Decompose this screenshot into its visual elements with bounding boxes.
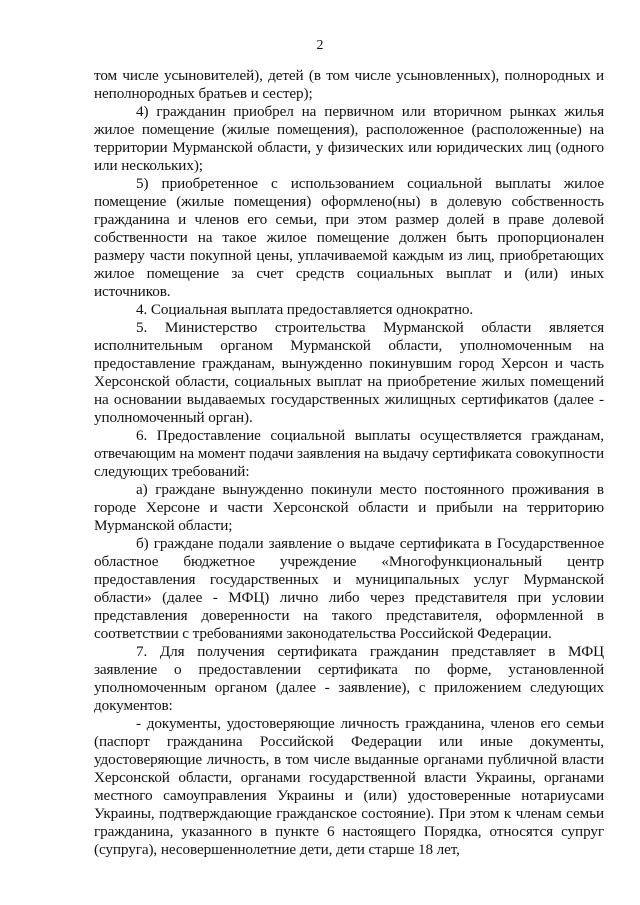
paragraph-item-4: 4) гражданин приобрел на первичном или вторичном рынках жилья жилое помещение (жилые помещения), расположенное (расположенные) на территории Мурманской области, у физических или юридических лиц (одного или нескольких); — [94, 103, 604, 174]
paragraph-section-4: 4. Социальная выплата предоставляется однократно. — [136, 301, 474, 318]
page-number: 2 — [316, 38, 324, 53]
paragraph-documents-list: - документы, удостоверяющие личность гражданина, членов его семьи (паспорт гражданина Российской Федерации или иные документы, удостоверяющие личность, в том числе выданные органами публичной власти Херсонской области, органами государственной власти Украины, органами местного самоуправления Украины и (или) удостоверенные нотариусами Украины, подтверждающие гражданское состояние). При этом к членам семьи гражданина, указанного в пункте 6 настоящего Порядка, относятся супруг (супруга), несовершеннолетние дети, дети старше 18 лет, — [94, 715, 604, 858]
paragraph-item-a: а) граждане вынужденно покинули место постоянного проживания в городе Херсоне и части Херсонской области и прибыли на территорию Мурманской области; — [94, 481, 604, 534]
paragraph-section-6: 6. Предоставление социальной выплаты осуществляется гражданам, отвечающим на момент подачи заявления на выдачу сертификата совокупности следующих требований: — [94, 427, 604, 480]
paragraph-section-5: 5. Министерство строительства Мурманской области является исполнительным органом Мурманской области, уполномоченным на предоставление гражданам, вынужденно покинувшим город Херсон и часть Херсонской области, социальных выплат на приобретение жилых помещений на основании выдаваемых государственных жилищных сертификатов (далее - уполномоченный орган). — [94, 319, 604, 426]
paragraph-item-b: б) граждане подали заявление о выдаче сертификата в Государственное областное бюджетное учреждение «Многофункциональный центр предоставления государственных и муниципальных услуг Мурманской области» (далее - МФЦ) лично либо через представителя при условии представления доверенности на такого представителя, оформленной в соответствии с требованиями законодательства Российской Федерации. — [94, 535, 604, 642]
paragraph-section-7: 7. Для получения сертификата гражданин представляет в МФЦ заявление о предоставлении сертификата по форме, установленной уполномоченным органом (далее - заявление), с приложением следующих документов: — [94, 643, 604, 714]
paragraph-item-5: 5) приобретенное с использованием социальной выплаты жилое помещение (жилые помещения) оформлено(ны) в долевую собственность гражданина и членов его семьи, при этом размер долей в праве долевой собственности на такое жилое помещение должен быть пропорционален размеру части покупной цены, уплачиваемой каждым из лиц, приобретающих жилое помещение за счет средств социальных выплат и (или) иных источников. — [94, 175, 604, 300]
document-body — [94, 67, 604, 859]
paragraph-continuation: том числе усыновителей), детей (в том числе усыновленных), полнородных и неполнородных братьев и сестер); — [94, 67, 604, 102]
